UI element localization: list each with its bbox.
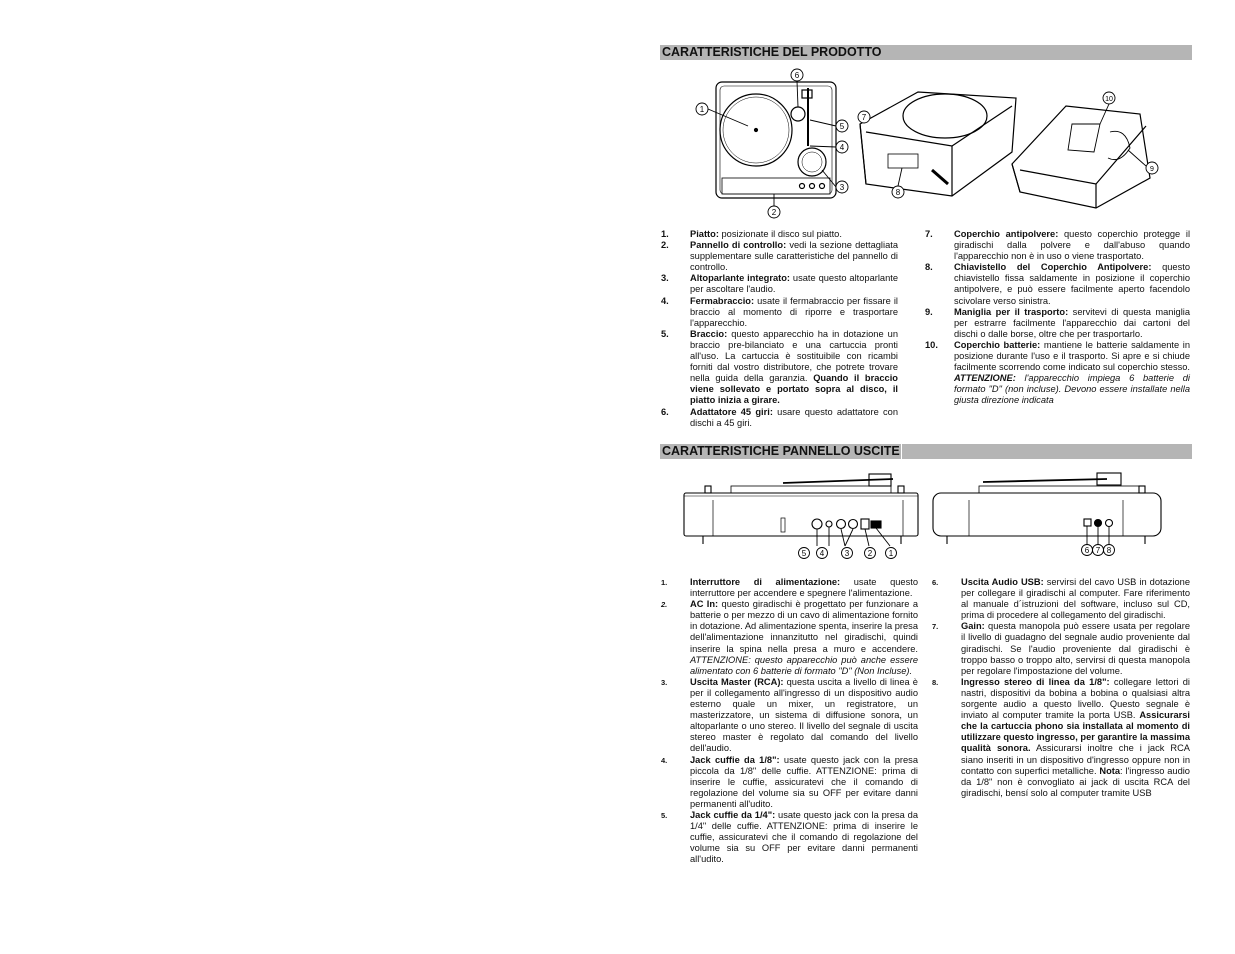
list-item: 4. Fermabraccio: usate il fermabraccio per fissare il braccio al momento di riporre e trasportare l'apparecchio. xyxy=(661,295,898,328)
product-list-right xyxy=(925,229,1190,407)
section-title: CARATTERISTICHE PANNELLO USCITE xyxy=(662,444,900,458)
product-diagram xyxy=(690,66,1170,222)
section-title: CARATTERISTICHE DEL PRODOTTO xyxy=(662,45,882,59)
panel-callout-3: 3 xyxy=(844,549,850,558)
turntable-bottom-view xyxy=(1012,106,1150,208)
callout-6: 6 xyxy=(794,71,800,80)
list-item: 1. Interruttore di alimentazione: usate questo interruttore per accendere e spegnere l'alimentazione. xyxy=(661,577,918,599)
panel-callout-6: 6 xyxy=(1084,546,1090,555)
list-item: 2. AC In: questo giradischi è progettato per funzionare a batterie o per mezzo di un cavo di alimentazione fornito in dotazione. Ad alimentazione spenta, inserire la presa dell'alimentazione innanzitutto nel giradischi, quindi inserire la spina nella presa a muro e accendere. ATTENZIONE: questo apparecchio può anche essere alimentato con 6 batterie di formato "D" (Non Incluse). xyxy=(661,599,918,676)
section-header-panel xyxy=(660,444,1192,459)
turntable-top-view xyxy=(716,82,836,198)
panel-callout-4: 4 xyxy=(819,549,825,558)
panel-list-right xyxy=(932,577,1190,799)
callout-5: 5 xyxy=(839,122,845,131)
panel-callout-2: 2 xyxy=(867,549,873,558)
panel-callout-7: 7 xyxy=(1095,546,1101,555)
list-item: 6. Adattatore 45 giri: usare questo adattatore con dischi a 45 giri. xyxy=(661,406,898,428)
panel-callout-1: 1 xyxy=(888,549,894,558)
callout-1: 1 xyxy=(699,105,705,114)
rear-panel-right xyxy=(933,473,1161,544)
list-item: 5. Jack cuffie da 1/4": usate questo jack con la presa da 1/4" delle cuffie. ATTENZIONE: prima di inserire le cuffie, assicuratevi che il comando di regolazione del volume sia su OFF per evitare danni permanenti all'udito. xyxy=(661,809,918,865)
product-list-left xyxy=(661,229,898,429)
section-header-product xyxy=(660,45,1192,60)
panel-callout-5: 5 xyxy=(801,549,807,558)
callout-10: 10 xyxy=(1105,96,1113,103)
list-item: 7. Gain: questa manopola può essere usata per regolare il livello di guadagno del segnale audio proveniente dal giradischi. Se l'audio proveniente dal giradischi è troppo basso o troppo alto, servirsi di questa manopola per regolare l'impostazione del volume. xyxy=(932,621,1190,676)
callout-4: 4 xyxy=(839,143,845,152)
rear-panel-diagram xyxy=(683,466,1193,560)
list-item: 7. Coperchio antipolvere: questo coperchio protegge il giradischi dalla polvere e dall'abuso quando l'apparecchio non è in uso o viene trasportato. xyxy=(925,229,1191,262)
list-item: 6. Uscita Audio USB: servirsi del cavo USB in dotazione per collegare il giradischi al computer. Fare riferimento al manuale d´istruzioni del software, incluso sul CD, prima di procedere al collegamento del giradischi. xyxy=(932,577,1190,621)
callout-7: 7 xyxy=(861,113,867,122)
list-item: 3. Altoparlante integrato: usate questo altoparlante per ascoltare l'audio. xyxy=(661,273,898,295)
callout-8: 8 xyxy=(895,188,901,197)
callout-9: 9 xyxy=(1150,166,1154,173)
list-item: 1. Piatto: posizionate il disco sul piatto. xyxy=(661,229,842,239)
list-item: 10. Coperchio batterie: mantiene le batterie saldamente in posizione durante l'uso e il trasporto. Si apre e si chiude facilmente scorrendo come indicato sul coperchio stesso. ATTENZIONE: l'apparecchio impiega 6 batterie di formato "D" (non incluse). Devono essere installate nella giusta direzione indicata xyxy=(925,339,1190,406)
list-item: 9. Maniglia per il trasporto: servitevi di questa maniglia per estrarre facilmente l'apparecchio dai cartoni del dischi o dalle borse, oltre che per trasportarlo. xyxy=(925,306,1190,339)
list-item: 3. Uscita Master (RCA): questa uscita a livello di linea è per il collegamento all'ingresso di un dispositivo audio esterno quale un mixer, un registratore, un masterizzatore, un sistema di diffusione sonora, un altoparlante o uno stereo. Il livello del segnale di uscita stereo master è regolato dal comando del livello dell'audio. xyxy=(661,676,918,754)
panel-callout-8: 8 xyxy=(1106,546,1112,555)
list-item: 8. Chiavistello del Coperchio Antipolvere: questo chiavistello fissa saldamente in posizione il coperchio antipolvere, e può essere facilmente aperto facendolo scivolare verso sinistra. xyxy=(925,262,1191,306)
rear-panel-left xyxy=(684,474,918,544)
list-item: 5. Braccio: questo apparecchio ha in dotazione un braccio pre-bilanciato e una cartuccia pronti all'uso. La cartuccia è sostituibile con ricambi forniti dal vostro distributore, che potrete trovare nella guida della garanzia. Quando il braccio viene sollevato e portato sopra al disco, il piatto inizia a girare. xyxy=(661,328,898,406)
section-header-divider xyxy=(901,444,902,459)
turntable-closed-view xyxy=(860,92,1016,196)
panel-list-left xyxy=(661,577,918,865)
list-item: 8. Ingresso stereo di linea da 1/8": collegare lettori di nastri, dispositivi da bobina a bobina o qualsiasi altra sorgente audio a questo livello. Questo segnale è inviato al computer tramite la porta USB. Assicurarsi che la cartuccia phono sia installata al momento di utilizzare questo ingresso, per garantire la massima qualità sonora. Assicurarsi inoltre che i jack RCA siano inseriti in un dispositivo d'ingresso oppure non in contatto con superfici metalliche. Nota: l'ingresso audio da 1/8" non è convogliato ai jack di uscita RCA del giradischi, bensí solo al computer tramite USB xyxy=(932,676,1191,798)
list-item: 2. Pannello di controllo: vedi la sezione dettagliata supplementare sulle caratteristiche del pannello di controllo. xyxy=(661,240,898,273)
callout-3: 3 xyxy=(839,183,845,192)
list-item: 4. Jack cuffie da 1/8": usate questo jack con la presa piccola da 1/8" delle cuffie. ATTENZIONE: prima di inserire le cuffie, assicuratevi che il comando di regolazione del volume sia su OFF per evitare danni permanenti all'udito. xyxy=(661,754,918,809)
callout-2: 2 xyxy=(771,208,777,217)
